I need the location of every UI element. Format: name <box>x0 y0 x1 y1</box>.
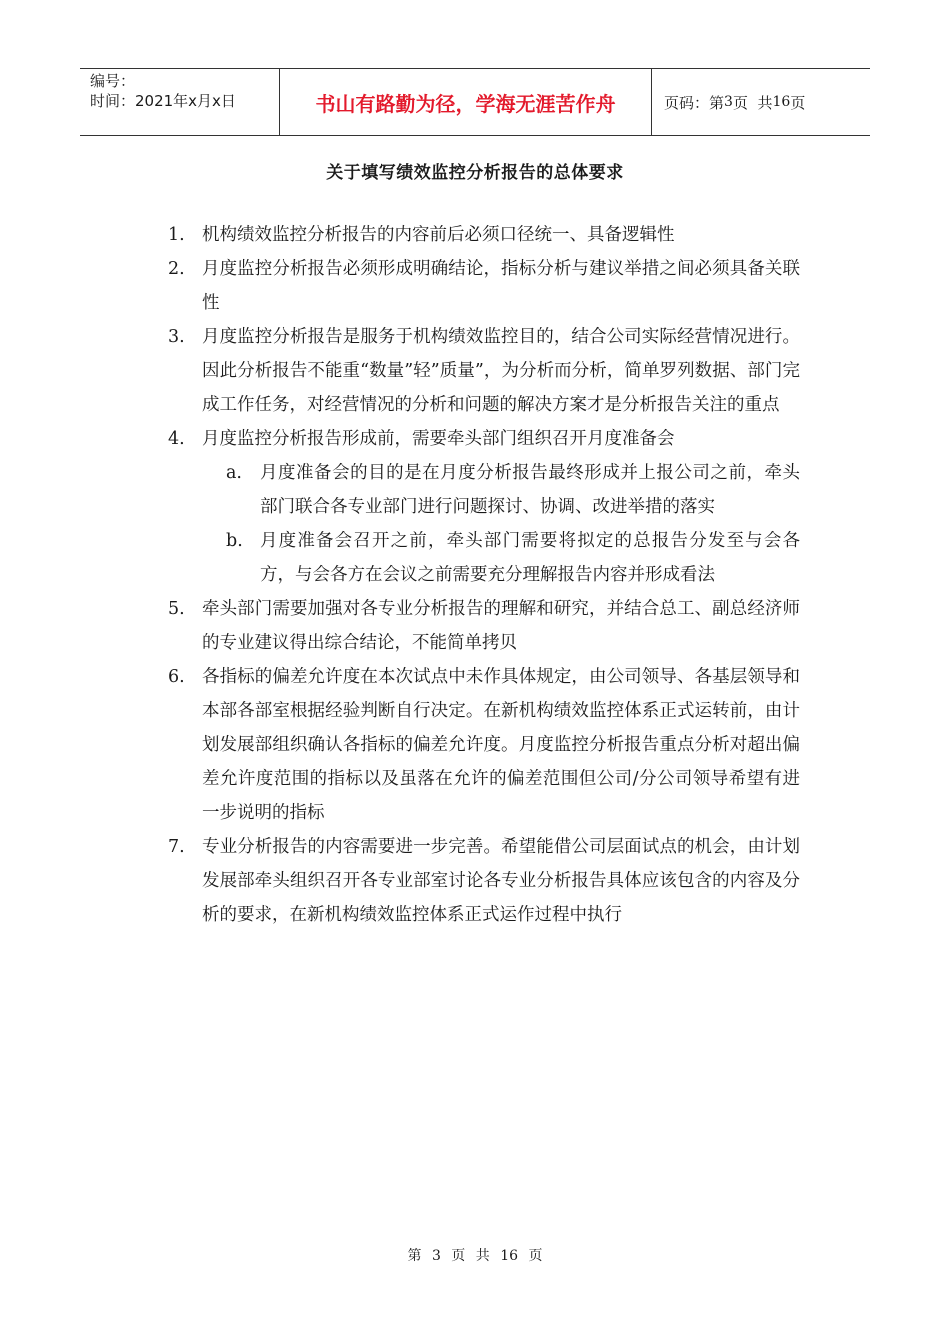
page-header <box>80 68 870 136</box>
list-item <box>168 830 800 932</box>
list-item-number: 4. <box>168 429 185 449</box>
time-label: 时间：2021年x月x日 <box>90 92 236 110</box>
page-label-suffix: 页 <box>790 93 806 112</box>
document-title: 关于填写绩效监控分析报告的总体要求 <box>326 163 624 183</box>
number-label: 编号： <box>90 72 136 90</box>
sub-list-item-text: 月度准备会的目的是在月度分析报告最终形成并上报公司之前，牵头部门联合各专业部门进行问题探讨、协调、改进举措的落实 <box>260 463 800 517</box>
sub-list-item-letter: b. <box>226 531 243 551</box>
list-item-number: 7. <box>168 837 185 857</box>
list-item-text: 专业分析报告的内容需要进一步完善。希望能借公司层面试点的机会，由计划发展部牵头组织召开各专业部室讨论各专业分析报告具体应该包含的内容及分析的要求，在新机构绩效监控体系正式运作过程中执行 <box>202 837 800 925</box>
list-item <box>168 660 800 830</box>
list-item-text: 牵头部门需要加强对各专业分析报告的理解和研究，并结合总工、副总经济师的专业建议得出综合结论，不能简单拷贝 <box>202 599 800 653</box>
sub-list-item-text: 月度准备会召开之前，牵头部门需要将拟定的总报告分发至与会各方，与会各方在会议之前需要充分理解报告内容并形成看法 <box>260 531 800 585</box>
requirements-list <box>168 218 800 932</box>
sub-list-item <box>168 524 800 592</box>
list-item-number: 1. <box>168 225 185 245</box>
page-label-mid: 页 共 <box>732 93 773 112</box>
sub-list-item-letter: a. <box>226 463 242 483</box>
list-item-number: 2. <box>168 259 185 279</box>
list-item-text: 月度监控分析报告形成前，需要牵头部门组织召开月度准备会 <box>202 429 675 449</box>
list-item-text: 月度监控分析报告必须形成明确结论，指标分析与建议举措之间必须具备关联性 <box>202 259 800 313</box>
sub-list-item <box>168 456 800 524</box>
page-footer: 第 3 页 共 16 页 <box>407 1248 543 1264</box>
list-item-text: 月度监控分析报告是服务于机构绩效监控目的，结合公司实际经营情况进行。因此分析报告不能重“数量”轻”质量”，为分析而分析，简单罗列数据、部门完成工作任务，对经营情况的分析和问题的解决方案才是分析报告关注的重点 <box>202 327 800 415</box>
list-item <box>168 252 800 320</box>
list-item-number: 5. <box>168 599 185 619</box>
list-item-text: 各指标的偏差允许度在本次试点中未作具体规定，由公司领导、各基层领导和本部各部室根据经验判断自行决定。在新机构绩效监控体系正式运转前，由计划发展部组织确认各指标的偏差允许度。月度监控分析报告重点分析对超出偏差允许度范围的指标以及虽落在允许的偏差范围但公司/分公司领导希望有进一步说明的指标 <box>202 667 800 823</box>
list-item <box>168 218 800 252</box>
page-number-cell <box>652 69 870 135</box>
list-item <box>168 592 800 660</box>
list-item <box>168 422 800 456</box>
list-item <box>168 320 800 422</box>
page-total: 16 <box>772 94 791 110</box>
list-item-number: 6. <box>168 667 185 687</box>
page-current: 3 <box>724 94 733 110</box>
motto-text: 书山有路勤为径，学海无涯苦作舟 <box>315 91 616 116</box>
list-item-number: 3. <box>168 327 185 347</box>
page-label-prefix: 页码：第 <box>664 93 725 112</box>
motto-cell <box>280 69 652 135</box>
list-item-text: 机构绩效监控分析报告的内容前后必须口径统一、具备逻辑性 <box>202 225 675 245</box>
header-info-cell <box>80 69 280 135</box>
